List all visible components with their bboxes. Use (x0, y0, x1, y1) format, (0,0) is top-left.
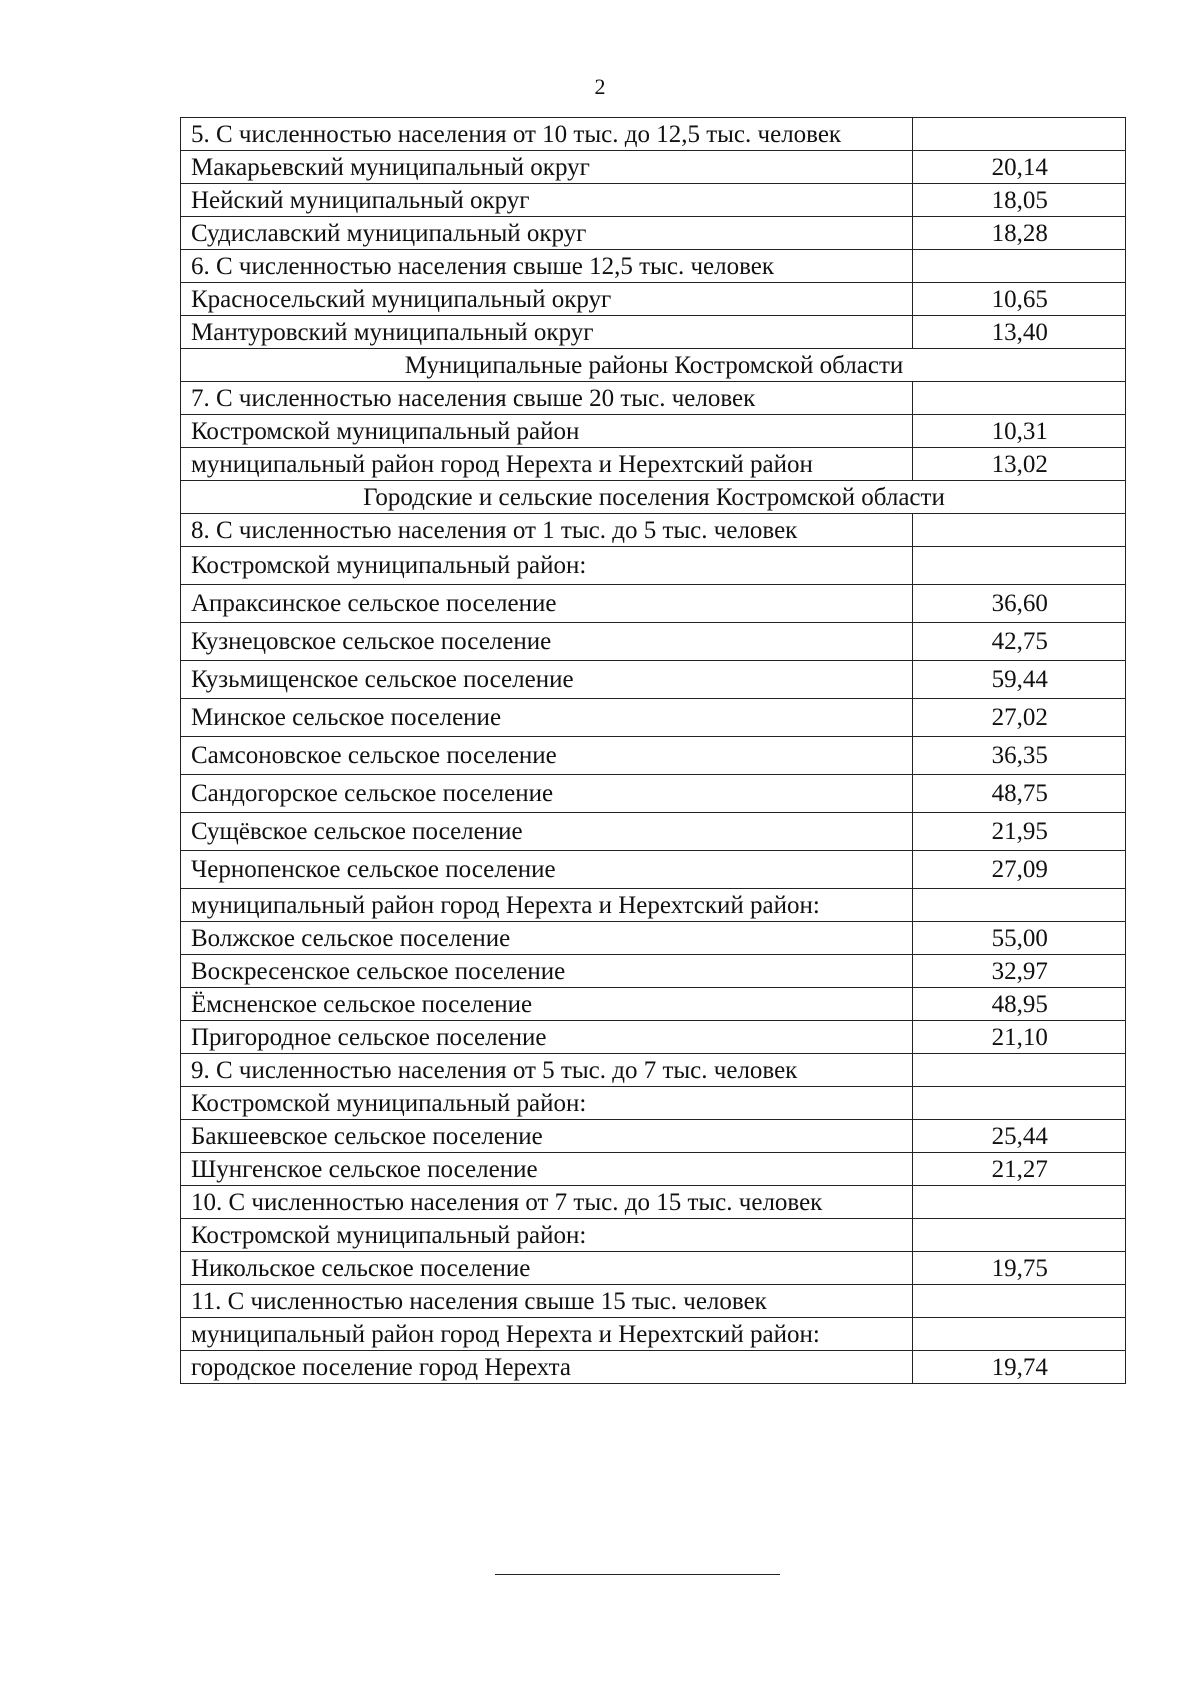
section-heading: Городские и сельские поселения Костромской области (181, 481, 1126, 514)
table-row (181, 737, 1126, 775)
row-value: 59,44 (912, 661, 1125, 699)
row-value: 27,02 (912, 699, 1125, 737)
group-row (181, 1285, 1126, 1318)
row-value: 36,60 (912, 585, 1125, 623)
table-row (181, 1153, 1126, 1186)
row-value: 13,02 (912, 448, 1125, 481)
section-heading: Муниципальные районы Костромской области (181, 349, 1126, 382)
row-value (912, 514, 1125, 547)
row-value: 18,28 (912, 217, 1125, 250)
table-row (181, 922, 1126, 955)
table-row (181, 283, 1126, 316)
row-value (912, 1087, 1125, 1120)
table-row (181, 448, 1126, 481)
row-name: Волжское сельское поселение (181, 922, 913, 955)
section-row (181, 349, 1126, 382)
row-value: 18,05 (912, 184, 1125, 217)
subgroup-label: муниципальный район город Нерехта и Нерехтский район: (181, 1318, 913, 1351)
row-value: 13,40 (912, 316, 1125, 349)
row-value (912, 1318, 1125, 1351)
table-row (181, 623, 1126, 661)
row-name: Кузнецовское сельское поселение (181, 623, 913, 661)
row-name: Ёмсненское сельское поселение (181, 988, 913, 1021)
table-body (181, 118, 1126, 1384)
row-value: 10,65 (912, 283, 1125, 316)
table-row (181, 661, 1126, 699)
row-value (912, 1186, 1125, 1219)
row-name: Бакшеевское сельское поселение (181, 1120, 913, 1153)
row-value (912, 889, 1125, 922)
row-name: Нейский муниципальный округ (181, 184, 913, 217)
table-row (181, 1252, 1126, 1285)
page-number: 2 (594, 74, 606, 99)
row-value (912, 1219, 1125, 1252)
row-value: 25,44 (912, 1120, 1125, 1153)
section-row (181, 481, 1126, 514)
group-row (181, 514, 1126, 547)
row-name: Сандогорское сельское поселение (181, 775, 913, 813)
table-row (181, 184, 1126, 217)
group-row (181, 1054, 1126, 1087)
row-name: Судиславский муниципальный округ (181, 217, 913, 250)
row-value (912, 547, 1125, 585)
subgroup-label: Костромской муниципальный район: (181, 1087, 913, 1120)
row-value (912, 382, 1125, 415)
row-name: Красносельский муниципальный округ (181, 283, 913, 316)
row-value: 21,95 (912, 813, 1125, 851)
subgroup-label: Костромской муниципальный район: (181, 1219, 913, 1252)
row-value (912, 118, 1125, 151)
table-row (181, 585, 1126, 623)
row-name: Макарьевский муниципальный округ (181, 151, 913, 184)
group-row (181, 382, 1126, 415)
subgroup-label: Костромской муниципальный район: (181, 547, 913, 585)
row-name: Сущёвское сельское поселение (181, 813, 913, 851)
row-name: муниципальный район город Нерехта и Нерехтский район (181, 448, 913, 481)
row-value: 36,35 (912, 737, 1125, 775)
row-value: 10,31 (912, 415, 1125, 448)
table-row (181, 1021, 1126, 1054)
subgroup-label: муниципальный район город Нерехта и Нерехтский район: (181, 889, 913, 922)
row-value: 55,00 (912, 922, 1125, 955)
row-name: Минское сельское поселение (181, 699, 913, 737)
end-of-document-rule (495, 1574, 780, 1575)
table-row (181, 1351, 1126, 1384)
row-name: Апраксинское сельское поселение (181, 585, 913, 623)
row-name: Воскресенское сельское поселение (181, 955, 913, 988)
row-value: 27,09 (912, 851, 1125, 889)
row-name: Шунгенское сельское поселение (181, 1153, 913, 1186)
table-row (181, 851, 1126, 889)
row-value: 19,74 (912, 1351, 1125, 1384)
group-label: 8. С численностью населения от 1 тыс. до 5 тыс. человек (181, 514, 913, 547)
table-row (181, 955, 1126, 988)
group-row (181, 1219, 1126, 1252)
row-value: 21,10 (912, 1021, 1125, 1054)
row-value: 21,27 (912, 1153, 1125, 1186)
group-label: 5. С численностью населения от 10 тыс. до 12,5 тыс. человек (181, 118, 913, 151)
group-row (181, 889, 1126, 922)
table-row (181, 988, 1126, 1021)
row-value: 48,95 (912, 988, 1125, 1021)
table-row (181, 775, 1126, 813)
row-name: Никольское сельское поселение (181, 1252, 913, 1285)
row-value: 48,75 (912, 775, 1125, 813)
group-label: 6. С численностью населения свыше 12,5 тыс. человек (181, 250, 913, 283)
row-value: 19,75 (912, 1252, 1125, 1285)
table-row (181, 813, 1126, 851)
row-name: городское поселение город Нерехта (181, 1351, 913, 1384)
table-row (181, 151, 1126, 184)
row-value (912, 1285, 1125, 1318)
group-label: 10. С численностью населения от 7 тыс. до 15 тыс. человек (181, 1186, 913, 1219)
row-name: Костромской муниципальный район (181, 415, 913, 448)
table-row (181, 217, 1126, 250)
row-value: 42,75 (912, 623, 1125, 661)
row-name: Кузьмищенское сельское поселение (181, 661, 913, 699)
row-value (912, 250, 1125, 283)
group-row (181, 118, 1126, 151)
row-value: 20,14 (912, 151, 1125, 184)
row-name: Мантуровский муниципальный округ (181, 316, 913, 349)
table-row (181, 415, 1126, 448)
group-label: 9. С численностью населения от 5 тыс. до 7 тыс. человек (181, 1054, 913, 1087)
row-name: Пригородное сельское поселение (181, 1021, 913, 1054)
group-row (181, 1087, 1126, 1120)
group-row (181, 250, 1126, 283)
group-row (181, 1186, 1126, 1219)
row-value: 32,97 (912, 955, 1125, 988)
group-row (181, 547, 1126, 585)
coefficients-table (180, 117, 1126, 1384)
group-row (181, 1318, 1126, 1351)
table-row (181, 316, 1126, 349)
group-label: 11. С численностью населения свыше 15 тыс. человек (181, 1285, 913, 1318)
row-name: Чернопенское сельское поселение (181, 851, 913, 889)
row-value (912, 1054, 1125, 1087)
table-row (181, 1120, 1126, 1153)
table-row (181, 699, 1126, 737)
row-name: Самсоновское сельское поселение (181, 737, 913, 775)
group-label: 7. С численностью населения свыше 20 тыс. человек (181, 382, 913, 415)
